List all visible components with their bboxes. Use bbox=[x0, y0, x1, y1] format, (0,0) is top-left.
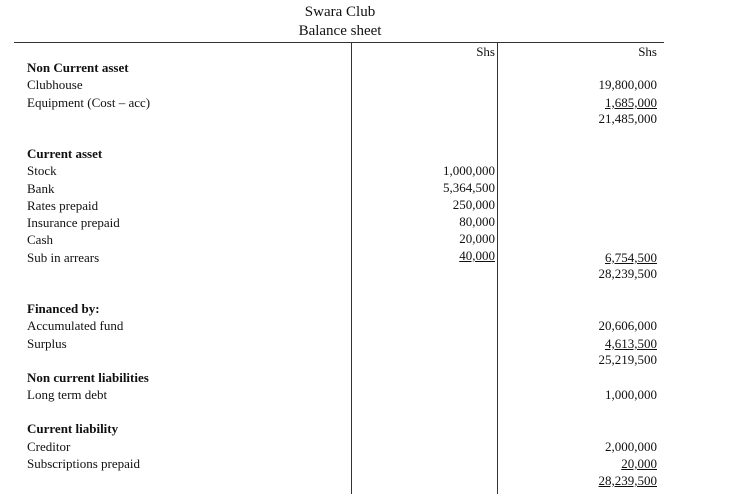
rates-prepaid-label: Rates prepaid bbox=[27, 198, 99, 213]
non-current-asset-heading: Non Current asset bbox=[27, 60, 129, 75]
creditor-amount: 2,000,000 bbox=[605, 439, 657, 454]
stock-label: Stock bbox=[27, 163, 57, 178]
cash-amount: 20,000 bbox=[459, 231, 495, 246]
subscriptions-prepaid-label: Subscriptions prepaid bbox=[27, 456, 141, 471]
header-rule bbox=[14, 42, 664, 43]
insurance-prepaid-label: Insurance prepaid bbox=[27, 215, 120, 230]
middle-column-left-rule bbox=[351, 42, 352, 494]
non-current-liabilities-heading: Non current liabilities bbox=[27, 370, 149, 385]
clubhouse-amount: 19,800,000 bbox=[598, 77, 657, 92]
creditor-label: Creditor bbox=[27, 439, 71, 454]
surplus-label: Surplus bbox=[27, 336, 67, 351]
clubhouse-label: Clubhouse bbox=[27, 77, 83, 92]
right-column-unit: Shs bbox=[638, 44, 657, 59]
current-asset-heading: Current asset bbox=[27, 146, 103, 161]
insurance-prepaid-amount: 80,000 bbox=[459, 214, 495, 229]
total-assets: 28,239,500 bbox=[598, 266, 657, 281]
accumulated-fund-amount: 20,606,000 bbox=[598, 318, 657, 333]
long-term-debt-amount: 1,000,000 bbox=[605, 387, 657, 402]
financed-by-heading: Financed by: bbox=[27, 301, 100, 316]
sub-in-arrears-label: Sub in arrears bbox=[27, 250, 100, 265]
current-assets-subtotal: 6,754,500 bbox=[605, 250, 657, 265]
total-liabilities: 28,239,500 bbox=[598, 473, 657, 488]
middle-column-right-rule bbox=[497, 42, 498, 494]
surplus-amount: 4,613,500 bbox=[605, 336, 657, 351]
sub-in-arrears-amount: 40,000 bbox=[459, 248, 495, 263]
bank-amount: 5,364,500 bbox=[443, 180, 495, 195]
non-current-asset-total: 21,485,000 bbox=[598, 111, 657, 126]
equipment-label: Equipment (Cost – acc) bbox=[27, 95, 151, 110]
club-name: Swara Club bbox=[304, 4, 376, 20]
accumulated-fund-label: Accumulated fund bbox=[27, 318, 124, 333]
middle-column-unit: Shs bbox=[476, 44, 495, 59]
long-term-debt-label: Long term debt bbox=[27, 387, 108, 402]
stock-amount: 1,000,000 bbox=[443, 163, 495, 178]
bank-label: Bank bbox=[27, 181, 55, 196]
equipment-amount: 1,685,000 bbox=[605, 95, 657, 110]
financed-by-total: 25,219,500 bbox=[598, 352, 657, 367]
current-liability-heading: Current liability bbox=[27, 421, 119, 436]
subscriptions-prepaid-amount: 20,000 bbox=[621, 456, 657, 471]
rates-prepaid-amount: 250,000 bbox=[452, 197, 495, 212]
statement-title: Balance sheet bbox=[298, 23, 382, 39]
cash-label: Cash bbox=[27, 232, 53, 247]
